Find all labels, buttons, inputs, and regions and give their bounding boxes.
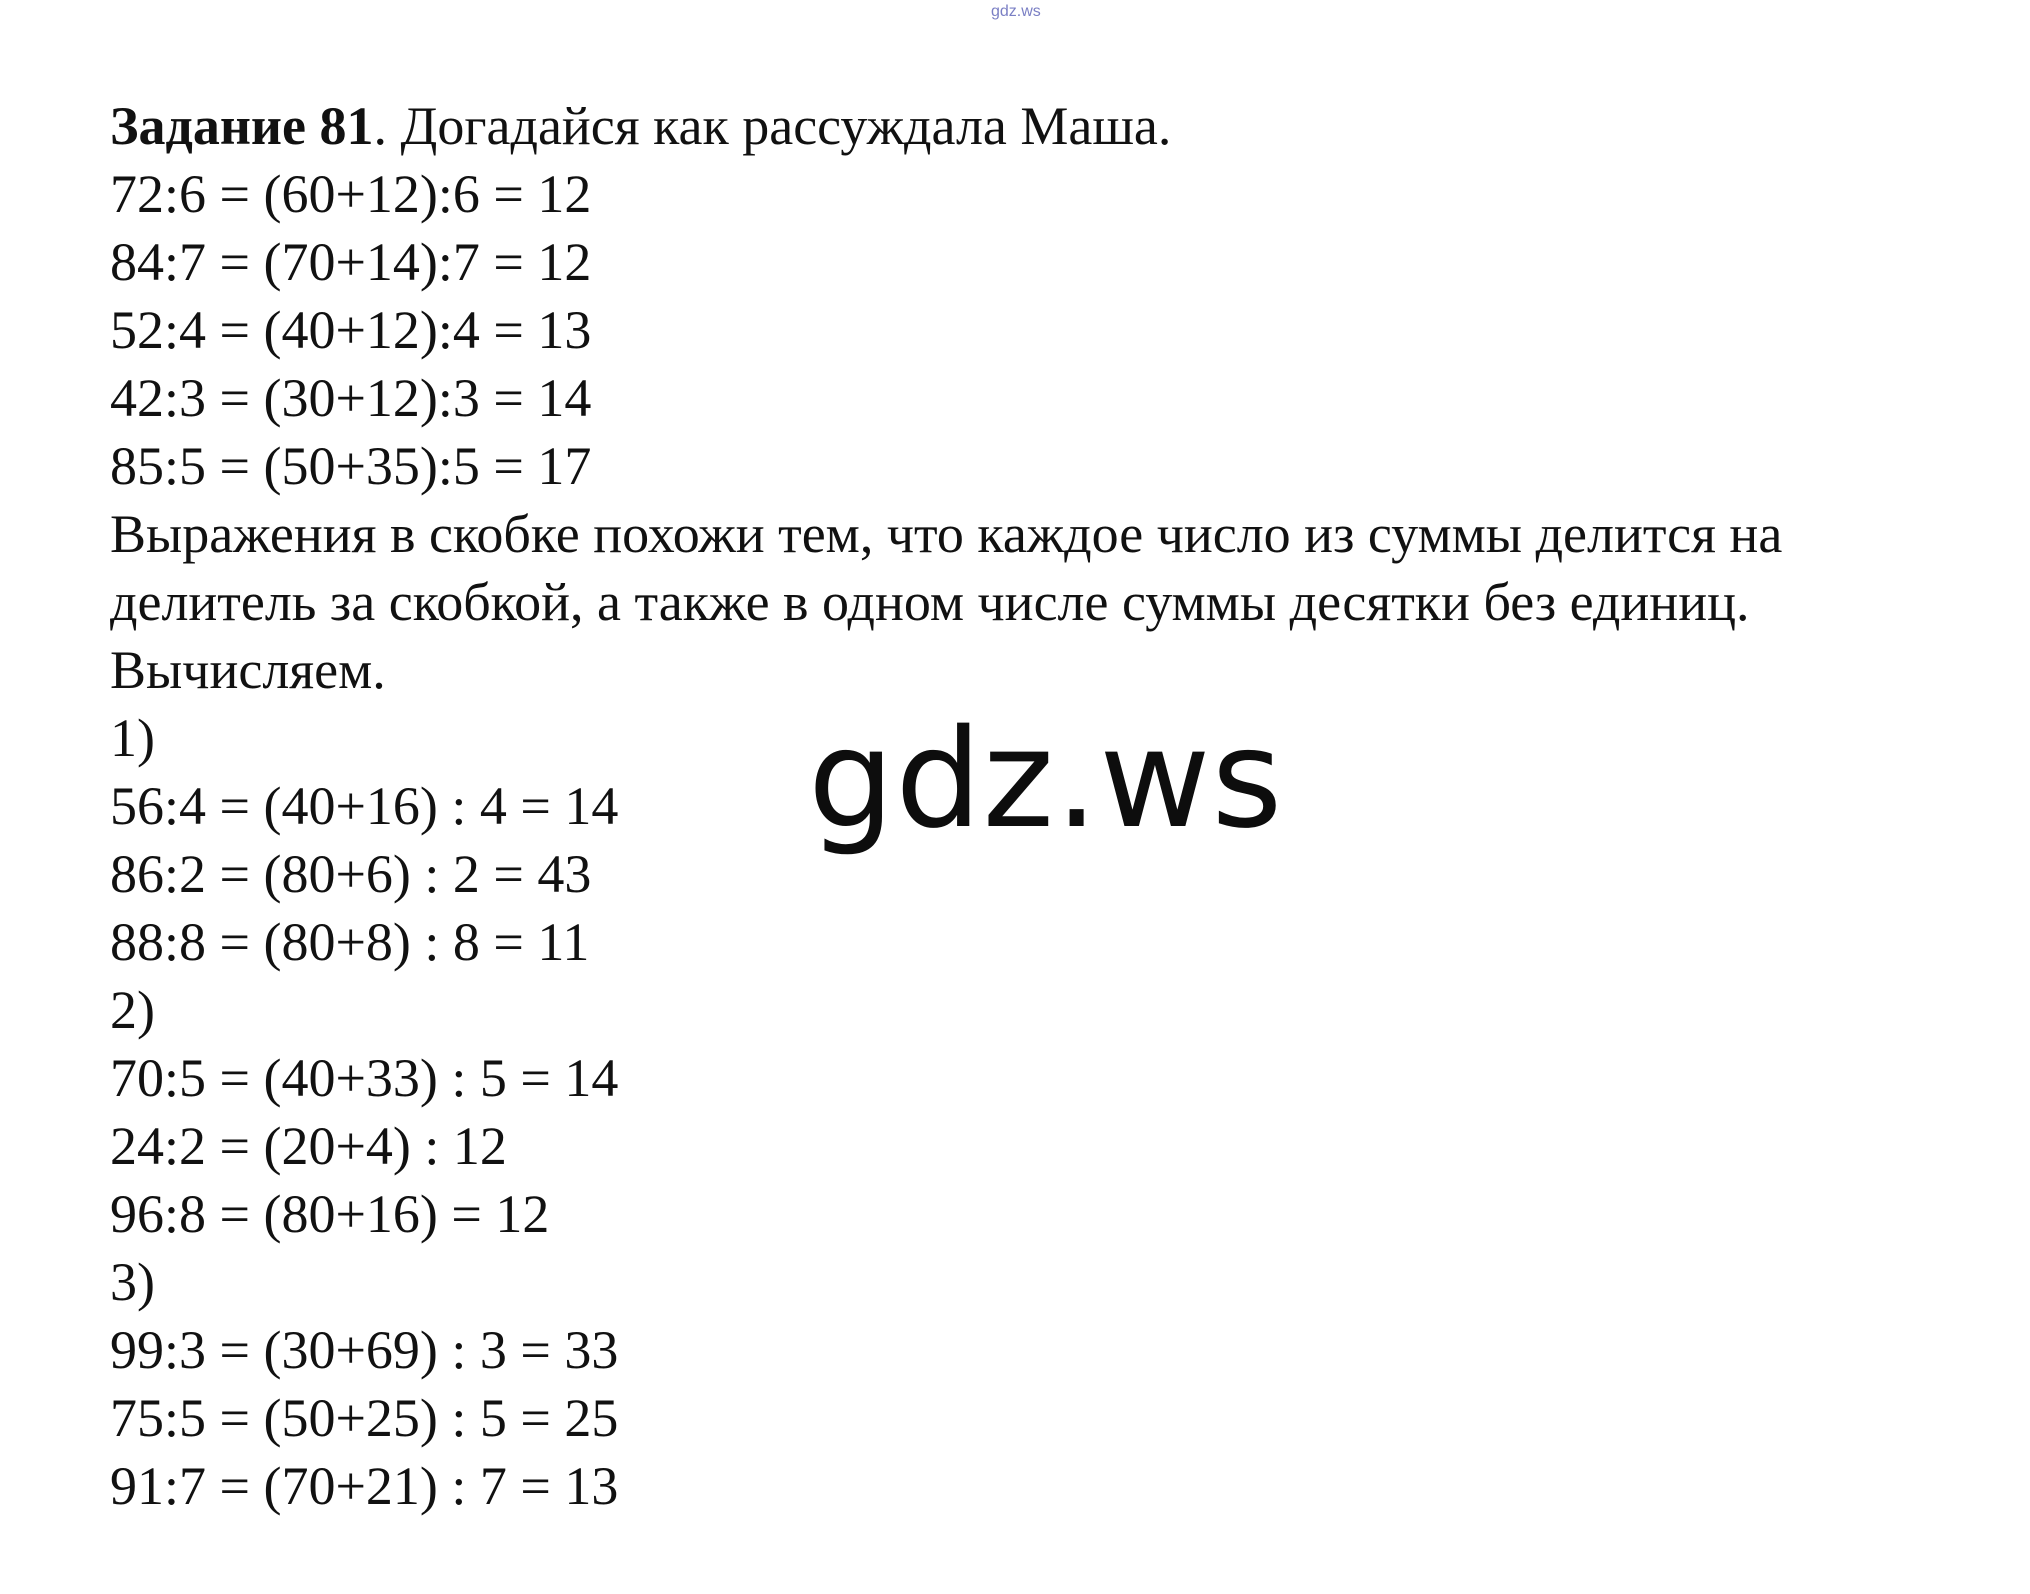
calc-line: 96:8 = (80+16) = 12 [110,1184,550,1244]
compute-label: Вычисляем. [110,640,386,700]
calc-line: 86:2 = (80+6) : 2 = 43 [110,844,592,904]
explanation-paragraph: Выражения в скобке похожи тем, что каждое число из суммы делится на делитель за скобкой, а также в одном числе суммы десятки без единиц. [110,504,1783,632]
task-question: . Догадайся как рассуждала Маша. [373,96,1172,156]
group-label: 1) [110,708,155,768]
task-label: Задание 81 [110,96,374,156]
watermark-logo: gdz.ws [808,701,1284,859]
calc-line: 75:5 = (50+25) : 5 = 25 [110,1388,619,1448]
task-heading [110,92,2010,160]
calc-line: 99:3 = (30+69) : 3 = 33 [110,1320,619,1380]
calc-line: 88:8 = (80+8) : 8 = 11 [110,912,590,972]
example-line: 72:6 = (60+12):6 = 12 [110,164,592,224]
group-label: 2) [110,980,155,1040]
calc-line: 70:5 = (40+33) : 5 = 14 [110,1048,619,1108]
site-mark: gdz.ws [991,3,1041,20]
example-line: 84:7 = (70+14):7 = 12 [110,232,592,292]
example-line: 52:4 = (40+12):4 = 13 [110,300,592,360]
example-line: 85:5 = (50+35):5 = 17 [110,436,592,496]
group-label: 3) [110,1252,155,1312]
calc-line: 91:7 = (70+21) : 7 = 13 [110,1456,619,1516]
example-line: 42:3 = (30+12):3 = 14 [110,368,592,428]
calc-line: 56:4 = (40+16) : 4 = 14 [110,776,619,836]
calc-line: 24:2 = (20+4) : 12 [110,1116,507,1176]
